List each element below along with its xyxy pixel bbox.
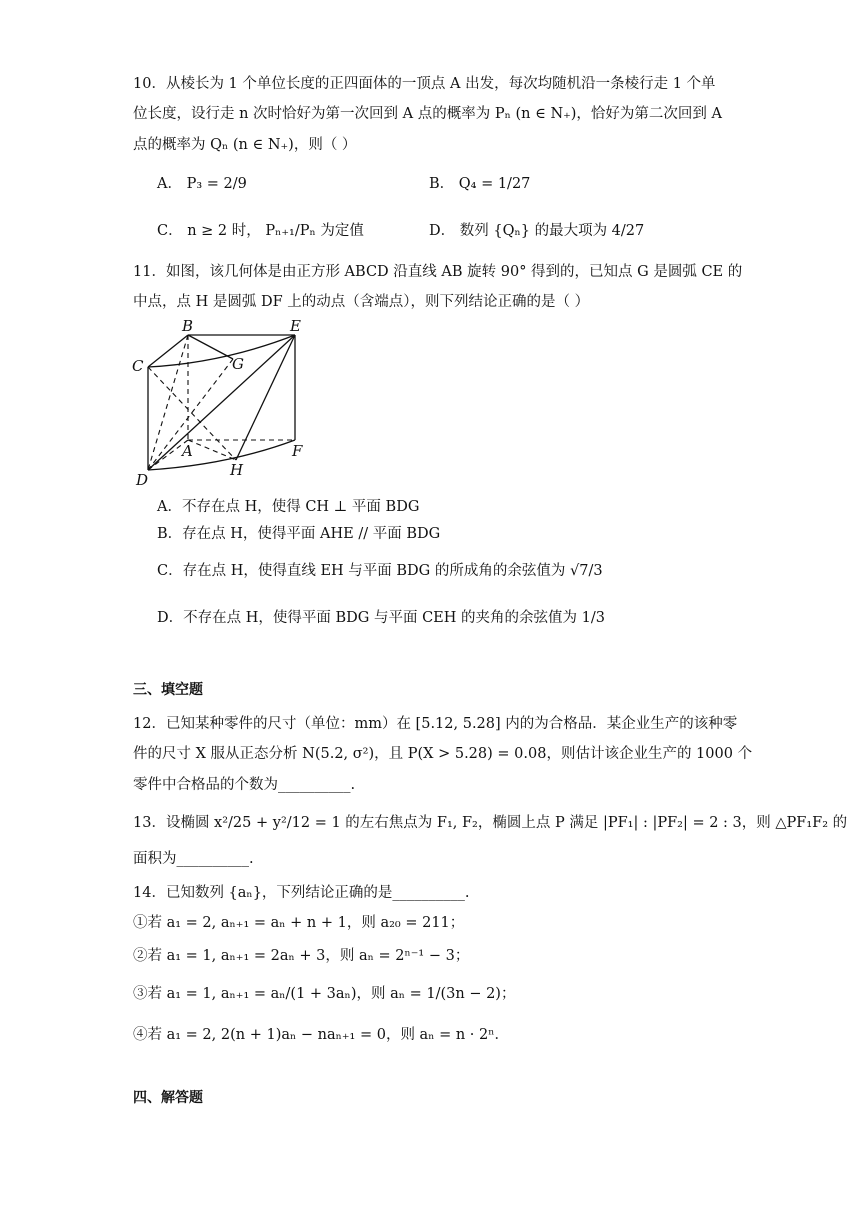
label-g: G (232, 355, 244, 373)
q13-line2: 面积为__________. (133, 851, 254, 867)
label-h: H (230, 461, 244, 479)
q11-option-a: A．不存在点 H，使得 CH ⊥ 平面 BDG (157, 499, 420, 515)
label-b: B (182, 317, 194, 335)
label-a: A (182, 442, 193, 460)
q10-line1: 10．从棱长为 1 个单位长度的正四面体的一顶点 A 出发，每次均随机沿一条棱行走 1 个单 (133, 76, 716, 92)
q11-line1: 11．如图，该几何体是由正方形 ABCD 沿直线 AB 旋转 90° 得到的，已知点 G 是圆弧 CE 的 (133, 264, 743, 280)
q12-line3: 零件中合格品的个数为__________. (133, 777, 356, 793)
geometry-figure (128, 315, 318, 490)
q14-line1: 14．已知数列 {aₙ}，下列结论正确的是__________. (133, 885, 470, 901)
label-e: E (290, 317, 301, 335)
q13-line1: 13．设椭圆 x²/25 + y²/12 = 1 的左右焦点为 F₁, F₂，椭圆上点 P 满足 |PF₁| : |PF₂| = 2 : 3，则 △PF₁F₂ 的 (133, 815, 848, 831)
q10-option-b: B． Q₄ = 1/27 (429, 176, 531, 192)
q10-line2: 位长度，设行走 n 次时恰好为第一次回到 A 点的概率为 Pₙ (n ∈ N₊)，恰好为第二次回到 A (133, 106, 723, 122)
label-d: D (136, 471, 149, 489)
q14-item-1: ①若 a₁ = 2, aₙ₊₁ = aₙ + n + 1，则 a₂₀ = 211； (133, 915, 465, 931)
q11-option-c: C．存在点 H，使得直线 EH 与平面 BDG 的所成角的余弦值为 √7/3 (157, 563, 603, 579)
q11-line2: 中点，点 H 是圆弧 DF 上的动点（含端点），则下列结论正确的是（ ） (133, 294, 590, 310)
q10-line3: 点的概率为 Qₙ (n ∈ N₊)，则（ ） (133, 137, 357, 153)
q14-item-3: ③若 a₁ = 1, aₙ₊₁ = aₙ/(1 + 3aₙ)，则 aₙ = 1/(3n − 2)； (133, 986, 516, 1002)
q10-option-a: A． P₃ = 2/9 (157, 176, 247, 192)
section-4-heading: 四、解答题 (133, 1090, 203, 1106)
q11-option-b: B．存在点 H，使得平面 AHE // 平面 BDG (157, 526, 441, 542)
section-3-heading: 三、填空题 (133, 682, 203, 698)
q12-line1: 12．已知某种零件的尺寸（单位：mm）在 [5.12, 5.28] 内的为合格品．某企业生产的该种零 (133, 716, 738, 732)
q11-option-d: D．不存在点 H，使得平面 BDG 与平面 CEH 的夹角的余弦值为 1/3 (157, 610, 605, 626)
label-c: C (132, 357, 144, 375)
q10-option-c: C． n ≥ 2 时， Pₙ₊₁/Pₙ 为定值 (157, 223, 364, 239)
q12-line2: 件的尺寸 X 服从正态分析 N(5.2, σ²)，且 P(X > 5.28) = 0.08，则估计该企业生产的 1000 个 (133, 746, 753, 762)
q14-item-4: ④若 a₁ = 2, 2(n + 1)aₙ − naₙ₊₁ = 0，则 aₙ = n · 2ⁿ． (133, 1027, 510, 1043)
q14-item-2: ②若 a₁ = 1, aₙ₊₁ = 2aₙ + 3，则 aₙ = 2ⁿ⁻¹ − 3； (133, 948, 470, 964)
label-f: F (292, 442, 303, 460)
q10-option-d: D． 数列 {Qₙ} 的最大项为 4/27 (429, 223, 645, 239)
